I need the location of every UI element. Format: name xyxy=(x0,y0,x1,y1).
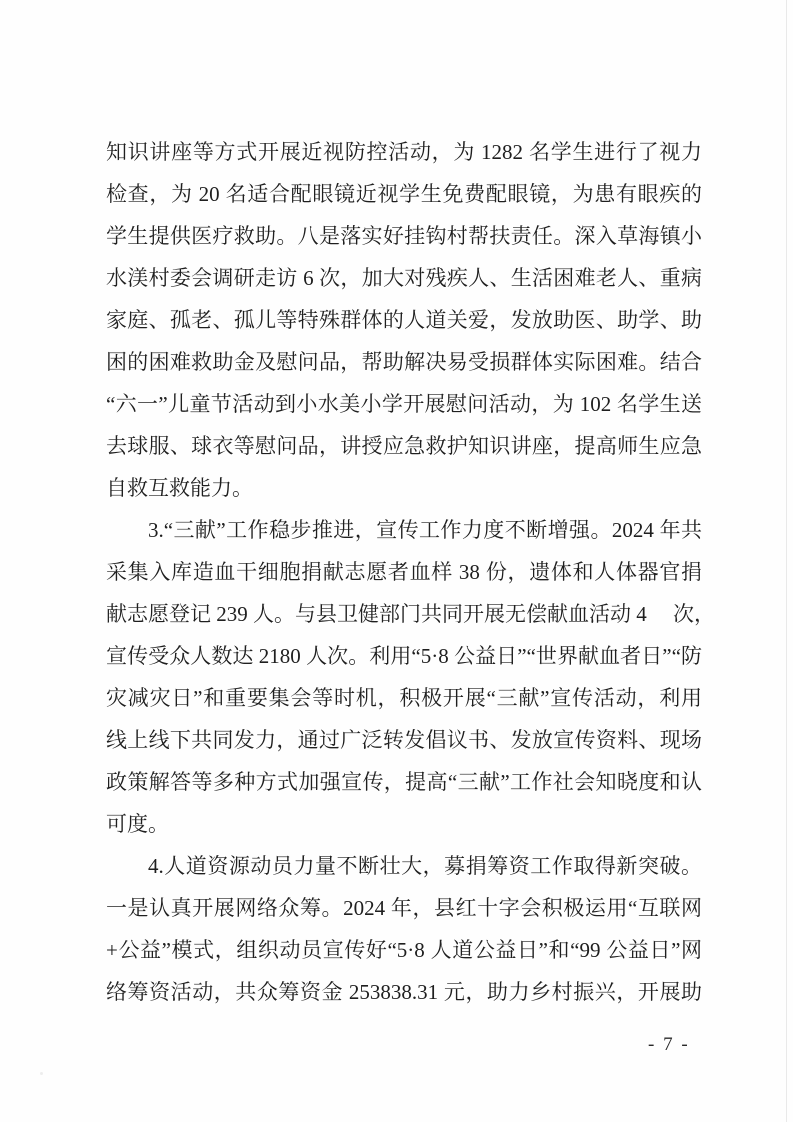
body-line: 可度。 xyxy=(106,812,169,836)
body-line: 一是认真开展网络众筹。2024 年，县红十字会积极运用“互联网 xyxy=(106,896,702,920)
body-line: 采集入库造血干细胞捐献志愿者血样 38 份，遗体和人体器官捐 xyxy=(106,560,702,584)
body-line: 水渼村委会调研走访 6 次，加大对残疾人、生活困难老人、重病 xyxy=(106,266,702,290)
document-body xyxy=(106,131,715,1013)
page-number: - 7 - xyxy=(648,1034,690,1055)
body-line: 献志愿登记 239 人。与县卫健部门共同开展无偿献血活动 4 次， xyxy=(106,602,715,626)
body-line: 知识讲座等方式开展近视防控活动，为 1282 名学生进行了视力 xyxy=(106,140,702,164)
body-line: 3.“三献”工作稳步推进，宣传工作力度不断增强。2024 年共 xyxy=(148,518,702,542)
scan-edge-artifact xyxy=(786,0,787,1122)
scan-speck-artifact xyxy=(40,1072,43,1075)
body-line: 去球服、球衣等慰问品，讲授应急救护知识讲座，提高师生应急 xyxy=(106,434,702,458)
body-line: 困的困难救助金及慰问品，帮助解决易受损群体实际困难。结合 xyxy=(106,350,702,374)
body-line: 络筹资活动，共众筹资金 253838.31 元，助力乡村振兴，开展助 xyxy=(106,980,702,1004)
body-line: 检查，为 20 名适合配眼镜近视学生免费配眼镜，为患有眼疾的 xyxy=(106,182,702,206)
body-line: 灾减灾日”和重要集会等时机，积极开展“三献”宣传活动，利用 xyxy=(106,686,702,710)
body-line: +公益”模式，组织动员宣传好“5·8 人道公益日”和“99 公益日”网 xyxy=(106,938,702,962)
body-line: 4.人道资源动员力量不断壮大，募捐筹资工作取得新突破。 xyxy=(148,854,702,878)
body-line: 家庭、孤老、孤儿等特殊群体的人道关爱，发放助医、助学、助 xyxy=(106,308,702,332)
body-line: “六一”儿童节活动到小水美小学开展慰问活动，为 102 名学生送 xyxy=(106,392,702,416)
body-line: 线上线下共同发力，通过广泛转发倡议书、发放宣传资料、现场 xyxy=(106,728,702,752)
body-line: 学生提供医疗救助。八是落实好挂钩村帮扶责任。深入草海镇小 xyxy=(106,224,702,248)
body-line: 宣传受众人数达 2180 人次。利用“5·8 公益日”“世界献血者日”“防 xyxy=(106,644,702,668)
body-line: 政策解答等多种方式加强宣传，提高“三献”工作社会知晓度和认 xyxy=(106,770,702,794)
body-line: 自救互救能力。 xyxy=(106,476,253,500)
